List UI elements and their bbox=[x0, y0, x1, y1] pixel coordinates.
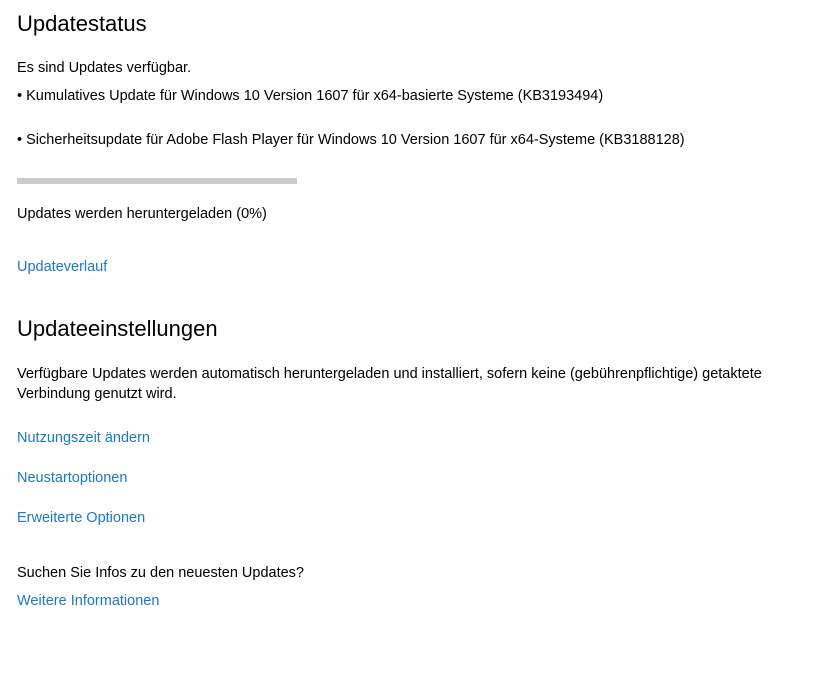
update-history-link[interactable]: Updateverlauf bbox=[17, 259, 108, 275]
update-name: Kumulatives Update für Windows 10 Version 1607 für x64-basierte Systeme (KB3193494) bbox=[26, 88, 604, 104]
update-name: Sicherheitsupdate für Adobe Flash Player für Windows 10 Version 1607 für x64-Systeme (KB3188128) bbox=[26, 132, 685, 148]
updates-available-text: Es sind Updates verfügbar. bbox=[17, 60, 192, 76]
update-settings-description: Verfügbare Updates werden automatisch heruntergeladen und installiert, sofern keine (gebührenpflichtige) getaktete Verbindung genutzt wird. bbox=[17, 366, 762, 402]
update-status-heading: Updatestatus bbox=[17, 11, 147, 36]
latest-updates-question: Suchen Sie Infos zu den neuesten Updates? bbox=[17, 565, 304, 581]
update-list-item bbox=[17, 86, 603, 106]
download-progress-bar bbox=[17, 178, 297, 184]
bullet: • bbox=[17, 132, 23, 148]
bullet: • bbox=[17, 88, 23, 104]
more-information-link[interactable]: Weitere Informationen bbox=[17, 593, 160, 609]
restart-options-link[interactable]: Neustartoptionen bbox=[17, 470, 128, 486]
update-list-item bbox=[17, 130, 685, 150]
update-settings-heading: Updateeinstellungen bbox=[17, 316, 218, 341]
advanced-options-link[interactable]: Erweiterte Optionen bbox=[17, 510, 146, 526]
download-status-text: Updates werden heruntergeladen (0%) bbox=[17, 206, 267, 222]
change-active-hours-link[interactable]: Nutzungszeit ändern bbox=[17, 430, 150, 446]
